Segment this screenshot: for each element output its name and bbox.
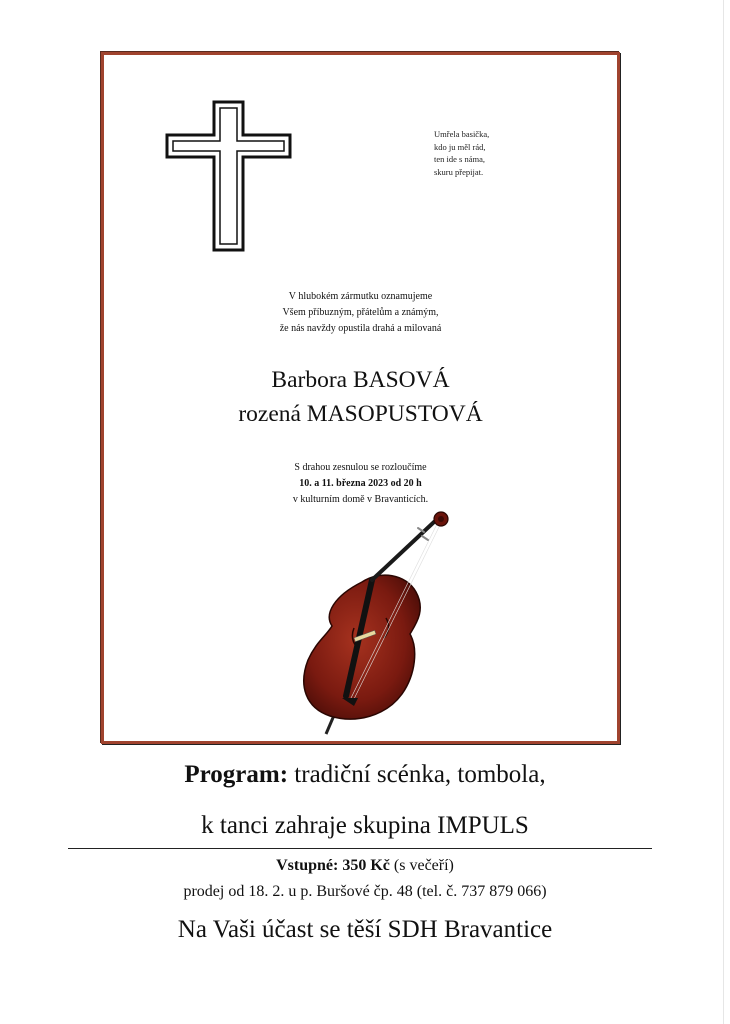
obituary-frame [101,52,620,744]
maiden-name-line: rozená MASOPUSTOVÁ [238,401,483,427]
name-line: Barbora BASOVÁ [271,367,450,393]
farewell-info [104,460,617,508]
program-line-1 [0,760,730,790]
poem-line: Umřela basička, [434,129,490,139]
poem-line: kdo ju měl rád, [434,141,486,152]
presale-info: prodej od 18. 2. u p. Buršové čp. 48 (tel. č. 737 879 066) [183,883,547,900]
farewell-line: S drahou zesnulou se rozloučíme [294,462,427,473]
program-line-2: k tanci zahraje skupina IMPULS [201,812,529,839]
double-bass-icon [294,510,464,745]
poem [434,128,489,178]
announcement-line: V hlubokém zármutku oznamujeme [288,291,433,302]
divider [68,848,652,849]
entry-fee-label: Vstupné: 350 Kč [276,857,390,874]
poem-line: ten ide s náma, [434,154,485,164]
announcement [104,289,617,337]
closing-line: Na Vaši účast se těší SDH Bravantice [177,916,553,943]
poem-line: skuru přepijat. [434,166,484,177]
announcement-line: že nás navždy opustila drahá a milovaná [279,323,442,334]
farewell-venue: v kulturním domě v Bravanticích. [292,494,429,505]
cross-icon [164,100,294,255]
entry-fee-note: (s večeří) [389,857,454,874]
entry-fee [0,856,730,876]
announcement-line: Všem příbuzným, přátelům a známým, [282,307,439,318]
program-label: Program: [184,761,289,788]
deceased-name [104,363,617,431]
program-items: tradiční scénka, tombola, [288,761,546,788]
farewell-date: 10. a 11. března 2023 od 20 h [299,478,422,489]
